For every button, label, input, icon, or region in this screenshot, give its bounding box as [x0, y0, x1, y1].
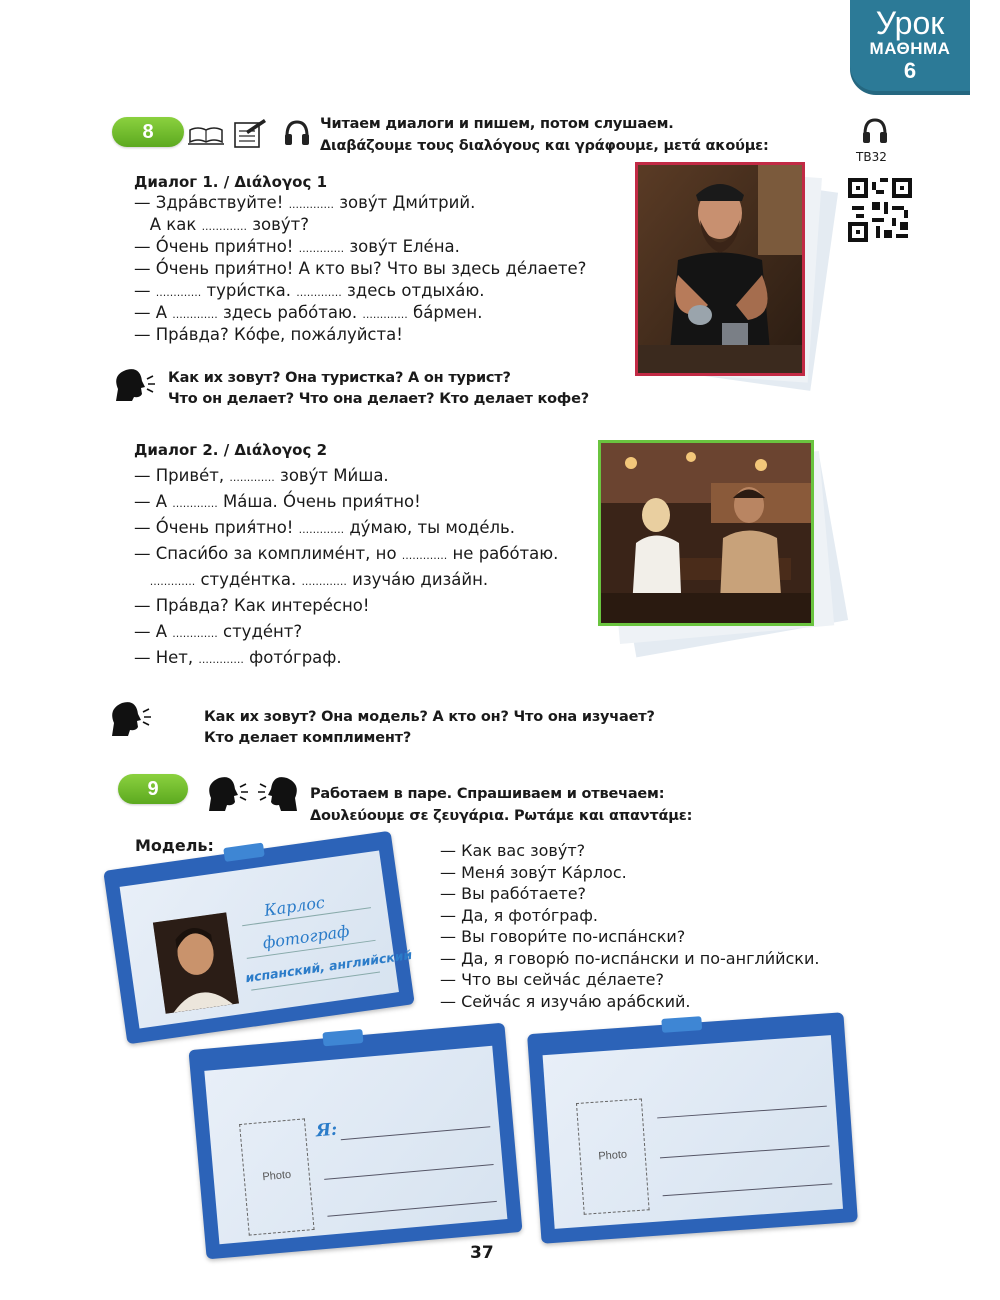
question-line: Как их зовут? Она модель? А кто он? Что она изучает? — [204, 709, 655, 725]
exercise-8-number: 8 — [142, 121, 154, 143]
dialog-2 — [134, 466, 558, 674]
card-field-line[interactable] — [660, 1145, 830, 1158]
model-dialog-line: — Да, я говорю́ по-испа́нски и по-англи́йски. — [440, 948, 820, 968]
model-languages: испанский, английский — [244, 946, 413, 986]
dialog-1-line: А как ............. зову́т? — [134, 215, 310, 234]
dialog-2-line: ............. студе́нтка. ............. изуча́ю диза́йн. — [149, 570, 489, 589]
card-field-line[interactable] — [341, 1126, 491, 1140]
qr-code[interactable] — [848, 178, 912, 242]
photo-placeholder[interactable] — [576, 1098, 650, 1214]
instruction-gr: Διαβάζουμε τους διαλόγους και γράφουμε, μετά ακούμε: — [320, 138, 769, 154]
dialog-2-line: — Спаси́бо за комплиме́нт, но ............. не рабо́таю. — [134, 544, 559, 563]
question-line: Что он делает? Что она делает? Кто делает кофе? — [168, 391, 589, 407]
dialog-2-line: — О́чень прия́тно! ............. ду́маю, ты моде́ль. — [134, 518, 515, 537]
headphones-icon — [282, 118, 312, 148]
photo-placeholder[interactable] — [239, 1118, 315, 1235]
dialog-1-title: Диалог 1. / Διάλογος 1 — [134, 173, 328, 191]
model-dialog-line: — Да, я фото́граф. — [440, 905, 598, 925]
model-dialog-line: — Меня́ зову́т Ка́рлос. — [440, 862, 627, 882]
exercise-8-badge — [112, 117, 184, 147]
dialog-1-line: — Пра́вда? Ко́фе, пожа́луйста! — [134, 325, 403, 344]
dialog-1-questions — [168, 368, 589, 410]
dialog-2-line: — А ............. Ма́ша. О́чень прия́тно! — [134, 492, 421, 511]
dialog-2-questions — [204, 707, 655, 749]
model-job: фотограф — [261, 921, 351, 953]
exercise-9-badge — [118, 774, 188, 804]
lesson-greek-title: ΜΑΘΗΜΑ — [869, 39, 951, 58]
model-name: Карлос — [262, 892, 326, 920]
dialog-2-line: — А ............. студе́нт? — [134, 622, 303, 641]
me-label: Я: — [315, 1119, 339, 1142]
dialog-1-line: — О́чень прия́тно! А кто вы? Что вы здесь де́лаете? — [134, 259, 587, 278]
model-photo — [153, 912, 239, 1013]
model-dialog-line: — Как вас зову́т? — [440, 841, 586, 860]
card-field-line[interactable] — [324, 1164, 493, 1180]
photo-label: Photo — [261, 1168, 292, 1184]
card-field-line[interactable] — [663, 1183, 833, 1196]
page-number: 37 — [470, 1243, 494, 1263]
model-dialog-line: — Вы говори́те по-испа́нски? — [440, 927, 686, 946]
dialog-1-line: — ............. тури́стка. ............. здесь отдыха́ю. — [134, 281, 485, 300]
dialog-2-line: — Нет, ............. фото́граф. — [134, 648, 342, 667]
dialog-2-title: Диалог 2. / Διάλογος 2 — [134, 441, 328, 459]
instruction-gr: Δουλεύουμε σε ζευγάρια. Ρωτάμε και απαντάμε: — [310, 808, 693, 824]
blank-id-card-right — [527, 1012, 858, 1244]
card-field-line[interactable] — [657, 1106, 827, 1119]
instruction-ru: Читаем диалоги и пишем, потом слушаем. — [320, 116, 674, 132]
headphones-track-icon — [860, 116, 890, 146]
exercise-9-number: 9 — [147, 778, 159, 800]
dialog-1-line: — А ............. здесь рабо́таю. ............. ба́рмен. — [134, 303, 483, 322]
dialog-2-line: — Пра́вда? Как интере́сно! — [134, 596, 370, 615]
photo-label: Photo — [597, 1148, 628, 1163]
lesson-number: 6 — [903, 58, 917, 83]
card-clip — [661, 1016, 702, 1033]
lesson-title: Урок — [875, 5, 945, 41]
speaking-head-icon — [108, 700, 152, 738]
lesson-tab — [850, 0, 970, 95]
photo-cafe-couple — [598, 440, 814, 626]
dialog-1-line: — Здра́вствуйте! ............. зову́т Дми́трий. — [134, 193, 476, 212]
exercise-9-instruction — [310, 783, 692, 827]
dialog-1-line: — О́чень прия́тно! ............. зову́т Еле́на. — [134, 237, 460, 256]
speaking-head-icon — [112, 367, 156, 403]
blank-id-card-left — [188, 1023, 522, 1260]
dialog-2-line: — Приве́т, ............. зову́т Ми́ша. — [134, 466, 389, 485]
model-dialog — [440, 841, 819, 1013]
audio-track-label: TB32 — [856, 150, 887, 164]
photo-barista — [635, 162, 805, 376]
writing-icon — [232, 117, 266, 149]
pair-work-icon — [205, 775, 301, 813]
question-line: Как их зовут? Она туристка? А он турист? — [168, 370, 511, 386]
card-field-line[interactable] — [327, 1201, 496, 1217]
model-dialog-line: — Вы рабо́таете? — [440, 884, 587, 903]
instruction-ru: Работаем в паре. Спрашиваем и отвечаем: — [310, 786, 665, 802]
model-label: Модель: — [135, 836, 214, 855]
model-dialog-line: — Что вы сейча́с де́лаете? — [440, 970, 665, 989]
model-id-card — [103, 831, 415, 1045]
exercise-8-instruction — [320, 113, 769, 157]
model-dialog-line: — Сейча́с я изуча́ю ара́бский. — [440, 991, 691, 1011]
open-book-icon — [188, 124, 224, 146]
dialog-1 — [134, 193, 586, 347]
question-line: Кто делает комплимент? — [204, 730, 412, 746]
